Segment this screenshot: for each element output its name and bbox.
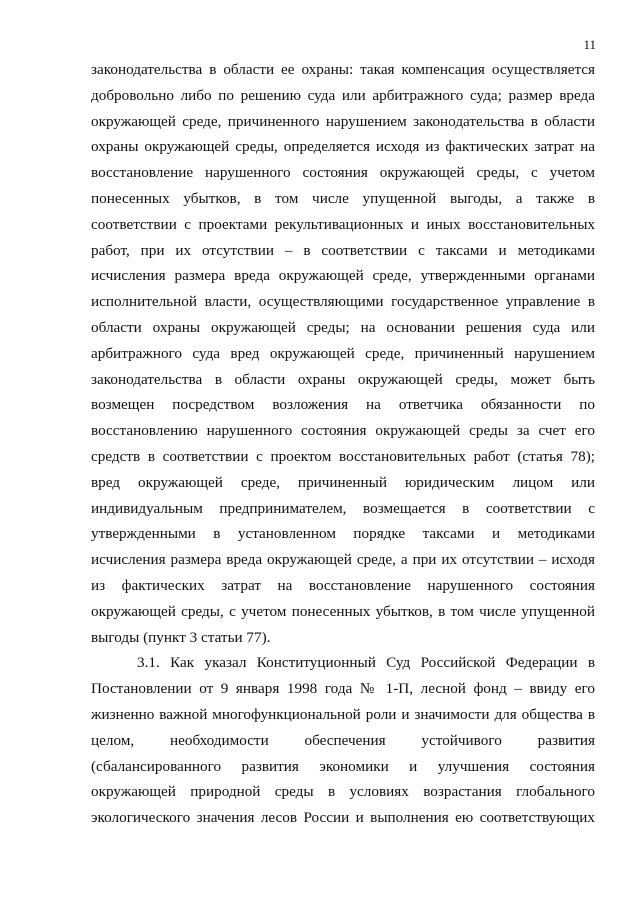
text-line: выгоды (пункт 3 статьи 77). xyxy=(91,628,271,646)
text-line: Постановлении от 9 января 1998 года № 1-П, лесной фонд – ввиду его xyxy=(91,680,595,698)
text-line: соответствии с проектами рекультивационных и иных восстановительных xyxy=(91,215,595,233)
text-line: утвержденными в установленном порядке таксами и методиками xyxy=(91,525,595,543)
text-line: восстановлению нарушенного состояния окружающей среды за счет его xyxy=(91,422,595,440)
text-line: восстановление нарушенного состояния окружающей среды, с учетом xyxy=(91,164,595,182)
text-line: жизненно важной многофункциональной роли и значимости для общества в xyxy=(91,705,595,723)
text-line: исчисления размера вреда окружающей среде, утвержденными органами xyxy=(91,267,595,285)
text-line: исполнительной власти, осуществляющими государственное управление в xyxy=(91,293,595,311)
text-line: вред окружающей среде, причиненный юридическим лицом или xyxy=(91,473,595,491)
text-line: экологического значения лесов России и выполнения ею соответствующих xyxy=(91,809,595,827)
text-line: работ, при их отсутствии – в соответствии с таксами и методиками xyxy=(91,241,595,259)
text-line: (сбалансированного развития экономики и улучшения состояния xyxy=(91,757,595,775)
text-line: законодательства в области ее охраны: такая компенсация осуществляется xyxy=(91,61,595,78)
text-line: возмещен посредством возложения на ответчика обязанности по xyxy=(91,396,595,414)
text-line: окружающей природной среды в условиях возрастания глобального xyxy=(91,783,595,801)
text-line: окружающей среде, причиненного нарушением законодательства в области xyxy=(91,112,595,130)
paragraph-constitutional-court xyxy=(91,650,595,831)
page-number: 11 xyxy=(583,37,596,52)
text-line: исчисления размера вреда окружающей среде, а при их отсутствии – исходя xyxy=(91,551,595,569)
text-line: средств в соответствии с проектом восстановительных работ (статья 78); xyxy=(91,447,595,465)
paragraph-compensation-rules xyxy=(91,57,595,650)
text-line: индивидуальным предпринимателем, возмещается в соответствии с xyxy=(91,499,595,517)
text-line: окружающей среды, с учетом понесенных убытков, в том числе упущенной xyxy=(91,602,595,620)
text-line: области охраны окружающей среды; на основании решения суда или xyxy=(91,318,595,336)
document-body xyxy=(91,57,595,831)
text-line: арбитражного суда вред окружающей среде, причиненный нарушением xyxy=(91,344,595,362)
text-line: законодательства в области охраны окружающей среды, может быть xyxy=(91,370,595,388)
text-line: из фактических затрат на восстановление нарушенного состояния xyxy=(91,576,595,594)
text-line: 3.1. Как указал Конституционный Суд Российской Федерации в xyxy=(137,654,595,672)
text-line: добровольно либо по решению суда или арбитражного суда; размер вреда xyxy=(91,86,595,104)
text-line: понесенных убытков, в том числе упущенной выгоды, а также в xyxy=(91,189,595,207)
text-line: охраны окружающей среды, определяется исходя из фактических затрат на xyxy=(91,138,595,156)
text-line: целом, необходимости обеспечения устойчивого развития xyxy=(91,731,595,749)
